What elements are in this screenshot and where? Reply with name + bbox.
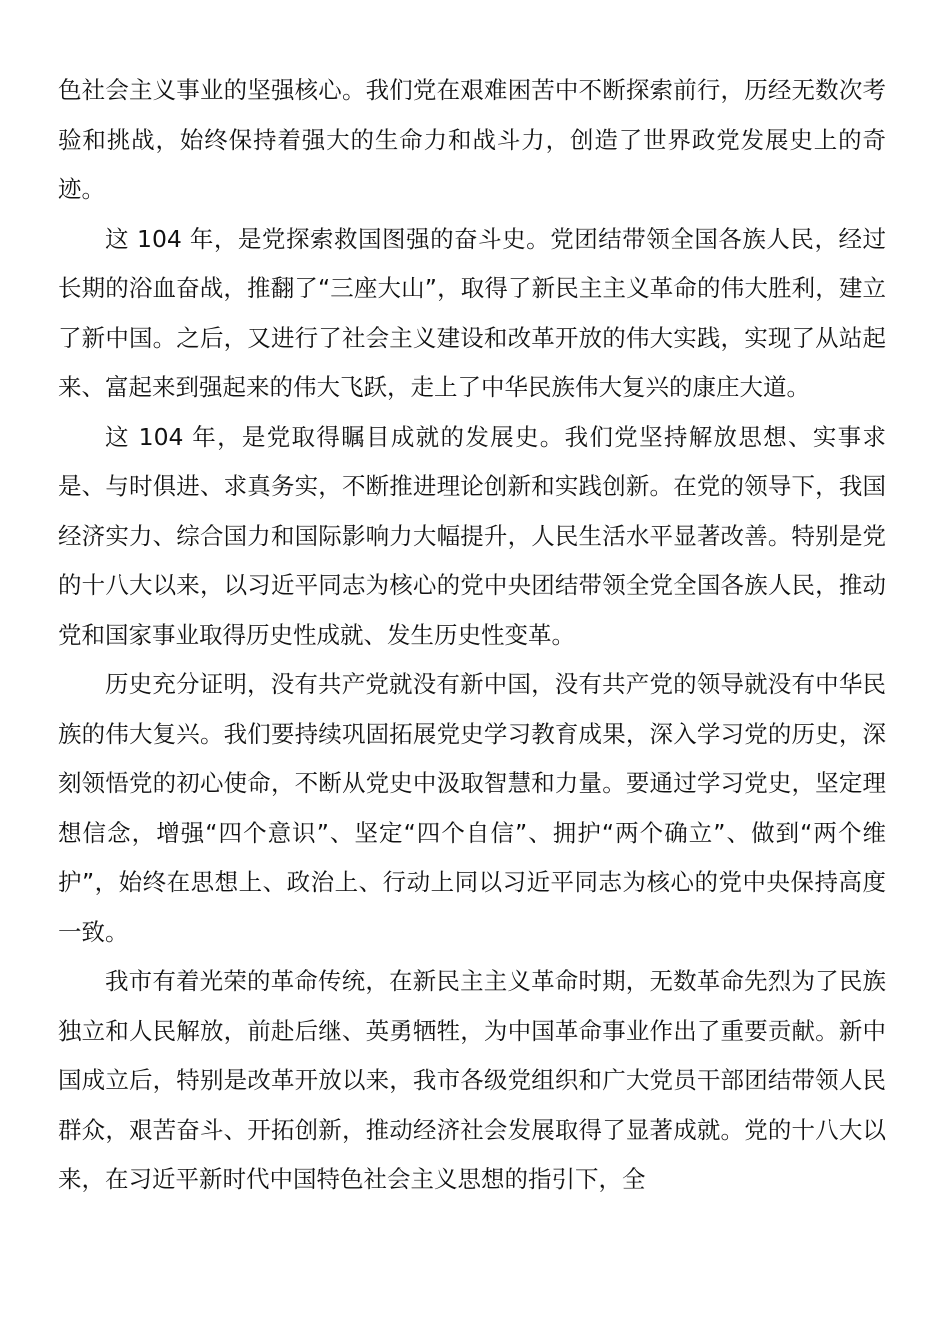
paragraph-city-tradition: 我市有着光荣的革命传统，在新民主主义革命时期，无数革命先烈为了民族独立和人民解放，前赴后继、英勇牺牲，为中国革命事业作出了重要贡献。新中国成立后，特别是改革开放以来，我市各级党组织和广大党员干部团结带领人民群众，艰苦奋斗、开拓创新，推动经济社会发展取得了显著成就。党的十八大以来，在习近平新时代中国特色社会主义思想的指引下，全 bbox=[58, 967, 886, 1193]
document-page bbox=[58, 66, 886, 1205]
paragraph-continuation: 色社会主义事业的坚强核心。我们党在艰难困苦中不断探索前行，历经无数次考验和挑战，始终保持着强大的生命力和战斗力，创造了世界政党发展史上的奇迹。 bbox=[58, 76, 886, 203]
paragraph-struggle-history: 这 104 年，是党探索救国图强的奋斗史。党团结带领全国各族人民，经过长期的浴血奋战，推翻了“三座大山”，取得了新民主主义革命的伟大胜利，建立了新中国。之后，又进行了社会主义建设和改革开放的伟大实践，实现了从站起来、富起来到强起来的伟大飞跃，走上了中华民族伟大复兴的康庄大道。 bbox=[58, 224, 886, 401]
paragraph-history-proves: 历史充分证明，没有共产党就没有新中国，没有共产党的领导就没有中华民族的伟大复兴。我们要持续巩固拓展党史学习教育成果，深入学习党的历史，深刻领悟党的初心使命，不断从党史中汲取智慧和力量。要通过学习党史，坚定理想信念，增强“四个意识”、坚定“四个自信”、拥护“两个确立”、做到“两个维护”，始终在思想上、政治上、行动上同以习近平同志为核心的党中央保持高度一致。 bbox=[58, 670, 886, 946]
paragraph-development-history: 这 104 年，是党取得瞩目成就的发展史。我们党坚持解放思想、实事求是、与时俱进、求真务实，不断推进理论创新和实践创新。在党的领导下，我国经济实力、综合国力和国际影响力大幅提升，人民生活水平显著改善。特别是党的十八大以来，以习近平同志为核心的党中央团结带领全党全国各族人民，推动党和国家事业取得历史性成就、发生历史性变革。 bbox=[58, 422, 886, 649]
